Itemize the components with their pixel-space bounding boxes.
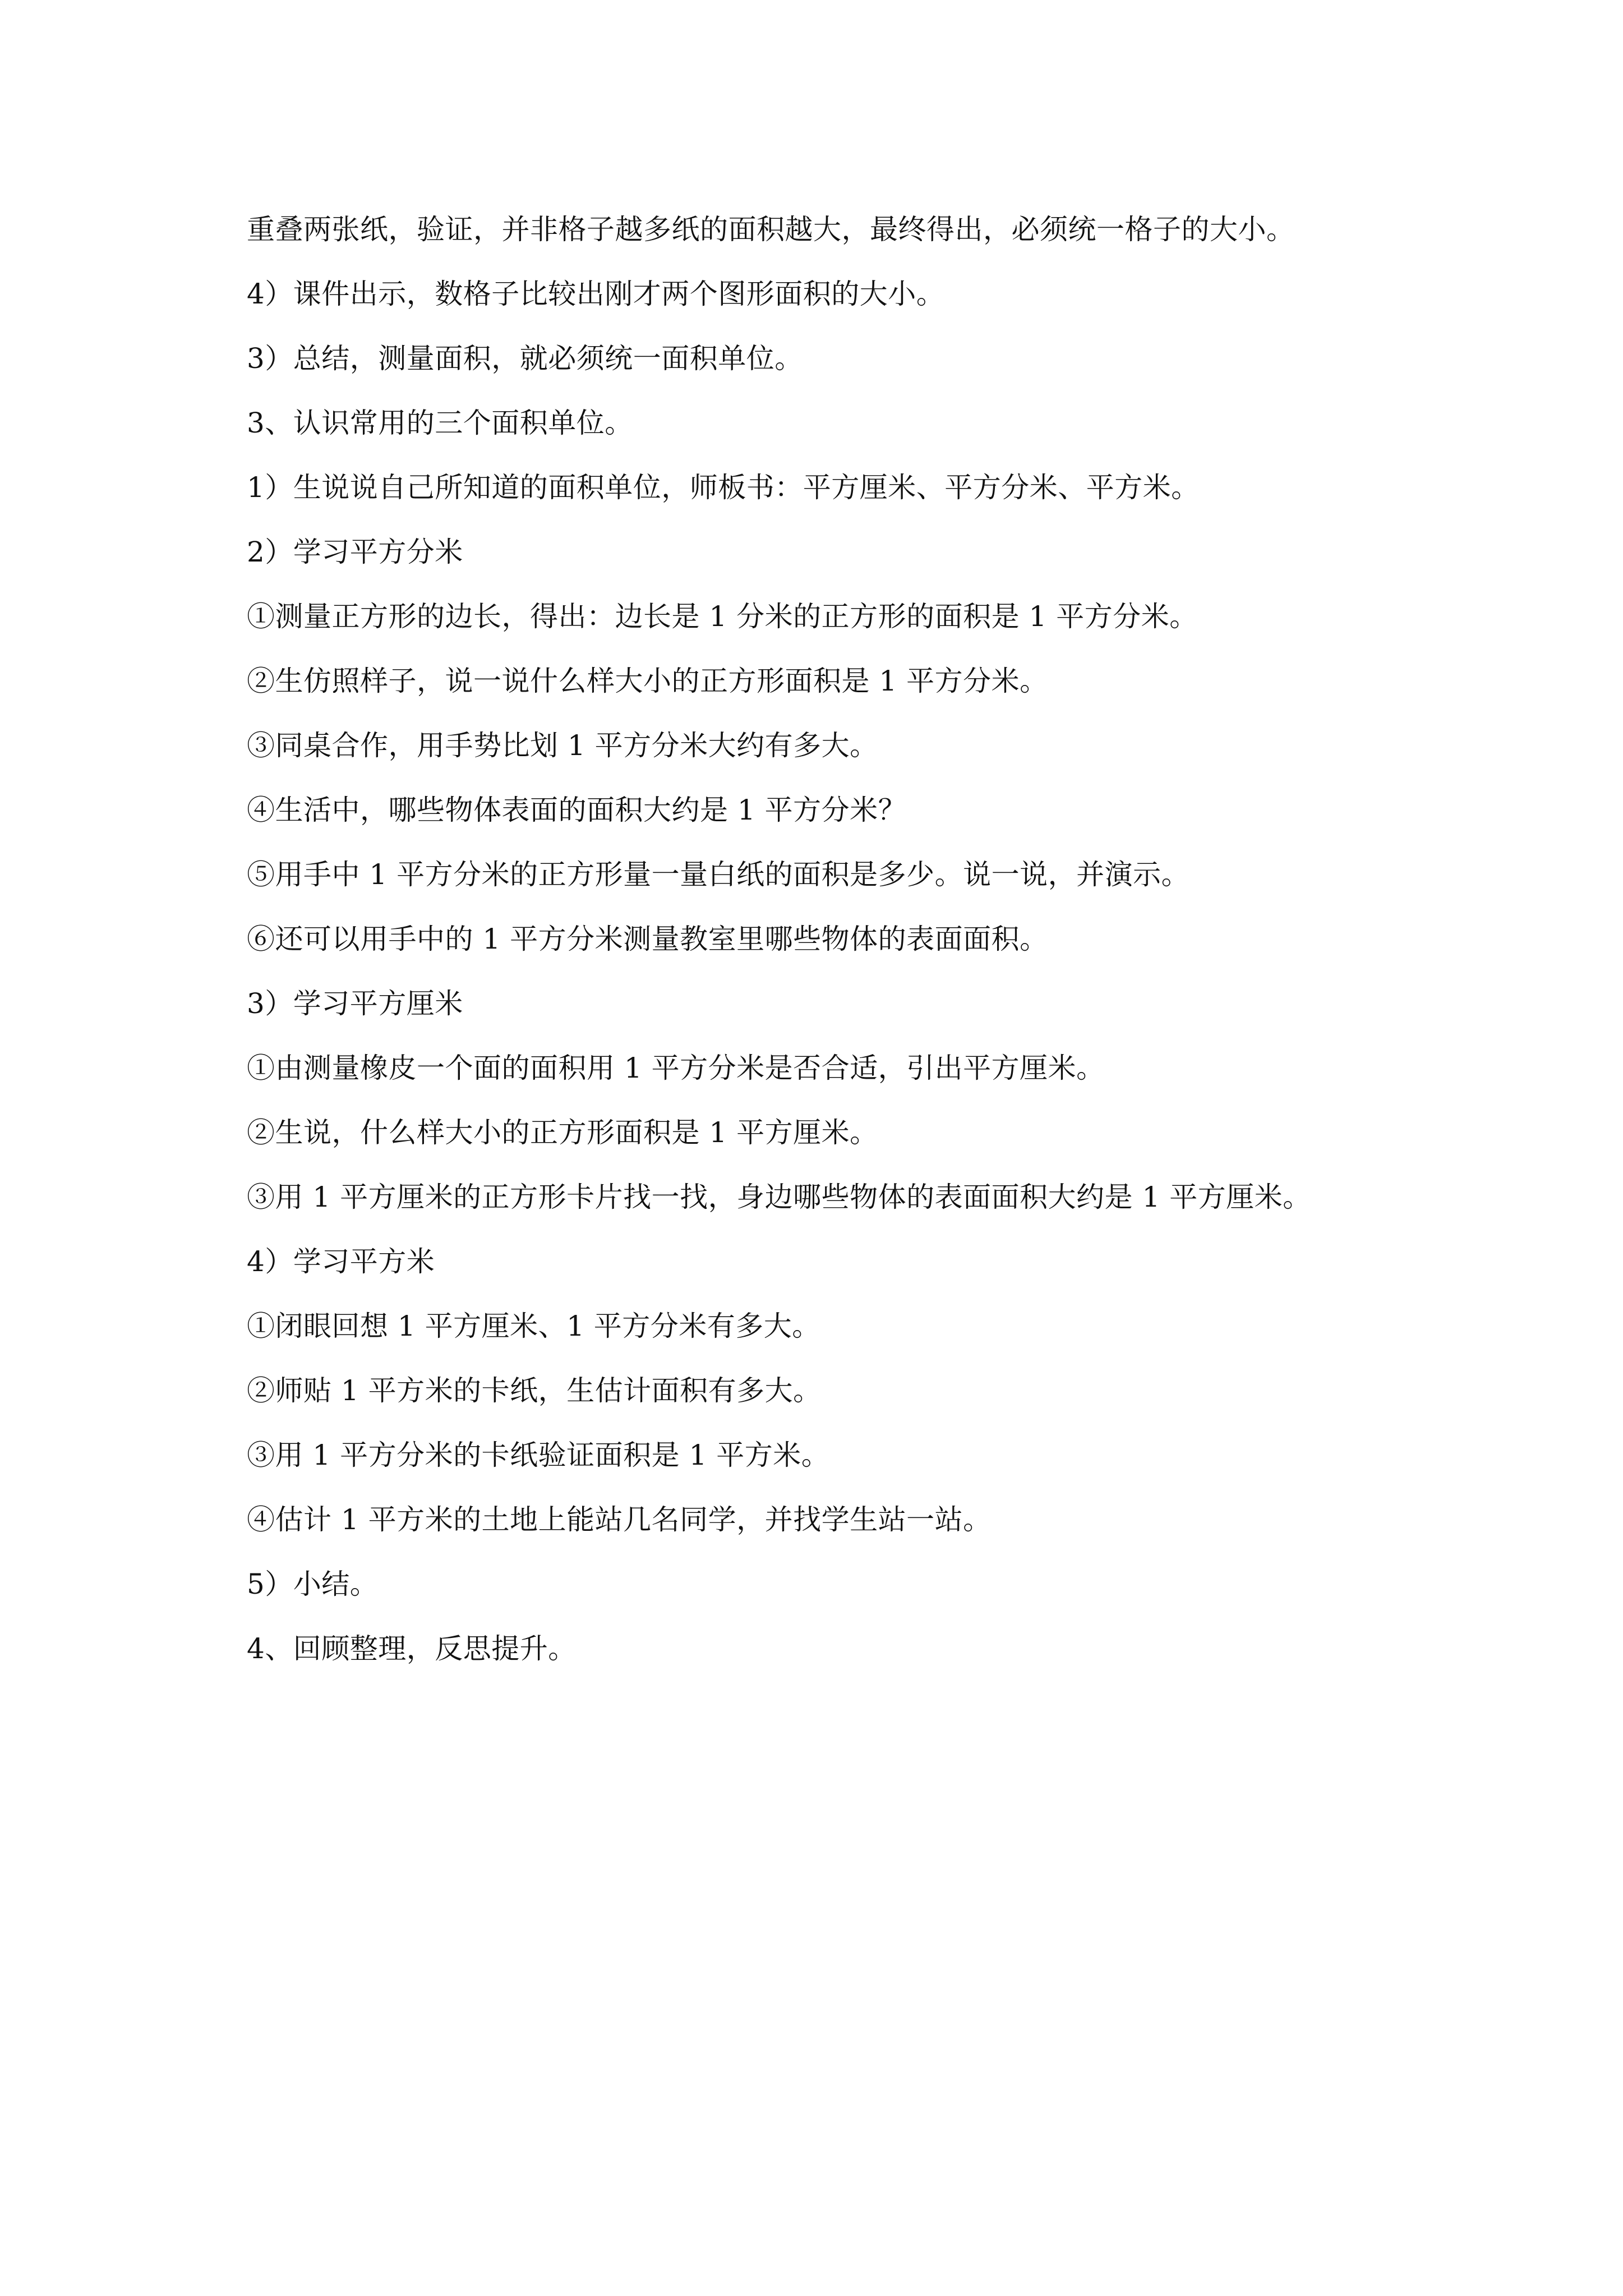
- list-item-cm-1: ①由测量橡皮一个面的面积用 1 平方分米是否合适，引出平方厘米。: [247, 1052, 1105, 1084]
- paragraph-overlap-papers: 重叠两张纸，验证，并非格子越多纸的面积越大，最终得出，必须统一格子的大小。: [247, 213, 1295, 246]
- paragraph-step-5-summary: 5）小结。: [247, 1568, 379, 1600]
- subheading-square-decimeter: 2）学习平方分米: [247, 536, 463, 568]
- paragraph-step-3-summary: 3）总结，测量面积，就必须统一面积单位。: [247, 342, 803, 375]
- list-item-m-2: ②师贴 1 平方米的卡纸，生估计面积有多大。: [247, 1374, 822, 1407]
- document-body: [247, 209, 1385, 1692]
- list-item-dm-2: ②生仿照样子，说一说什么样大小的正方形面积是 1 平方分米。: [247, 665, 1048, 697]
- list-item-cm-2: ②生说，什么样大小的正方形面积是 1 平方厘米。: [247, 1116, 878, 1149]
- list-item-cm-3: ③用 1 平方厘米的正方形卡片找一找，身边哪些物体的表面面积大约是 1 平方厘米。: [247, 1181, 1311, 1213]
- subheading-square-meter: 4）学习平方米: [247, 1245, 435, 1278]
- list-item-m-3: ③用 1 平方分米的卡纸验证面积是 1 平方米。: [247, 1439, 830, 1471]
- list-item-m-4: ④估计 1 平方米的土地上能站几名同学，并找学生站一站。: [247, 1503, 992, 1536]
- list-item-dm-5: ⑤用手中 1 平方分米的正方形量一量白纸的面积是多少。说一说，并演示。: [247, 858, 1190, 891]
- list-item-dm-4: ④生活中，哪些物体表面的面积大约是 1 平方分米？: [247, 794, 907, 826]
- section-heading-4-review: 4、回顾整理，反思提升。: [247, 1632, 577, 1665]
- list-item-dm-6: ⑥还可以用手中的 1 平方分米测量教室里哪些物体的表面面积。: [247, 923, 1048, 955]
- list-item-dm-3: ③同桌合作，用手势比划 1 平方分米大约有多大。: [247, 729, 878, 762]
- list-item-m-1: ①闭眼回想 1 平方厘米、1 平方分米有多大。: [247, 1310, 820, 1342]
- subheading-square-centimeter: 3）学习平方厘米: [247, 987, 463, 1020]
- section-heading-3-units: 3、认识常用的三个面积单位。: [247, 407, 633, 439]
- paragraph-step-4-courseware: 4）课件出示，数格子比较出刚才两个图形面积的大小。: [247, 278, 945, 310]
- list-item-dm-1: ①测量正方形的边长，得出：边长是 1 分米的正方形的面积是 1 平方分米。: [247, 600, 1198, 633]
- paragraph-step-1-known-units: 1）生说说自己所知道的面积单位，师板书：平方厘米、平方分米、平方米。: [247, 471, 1200, 504]
